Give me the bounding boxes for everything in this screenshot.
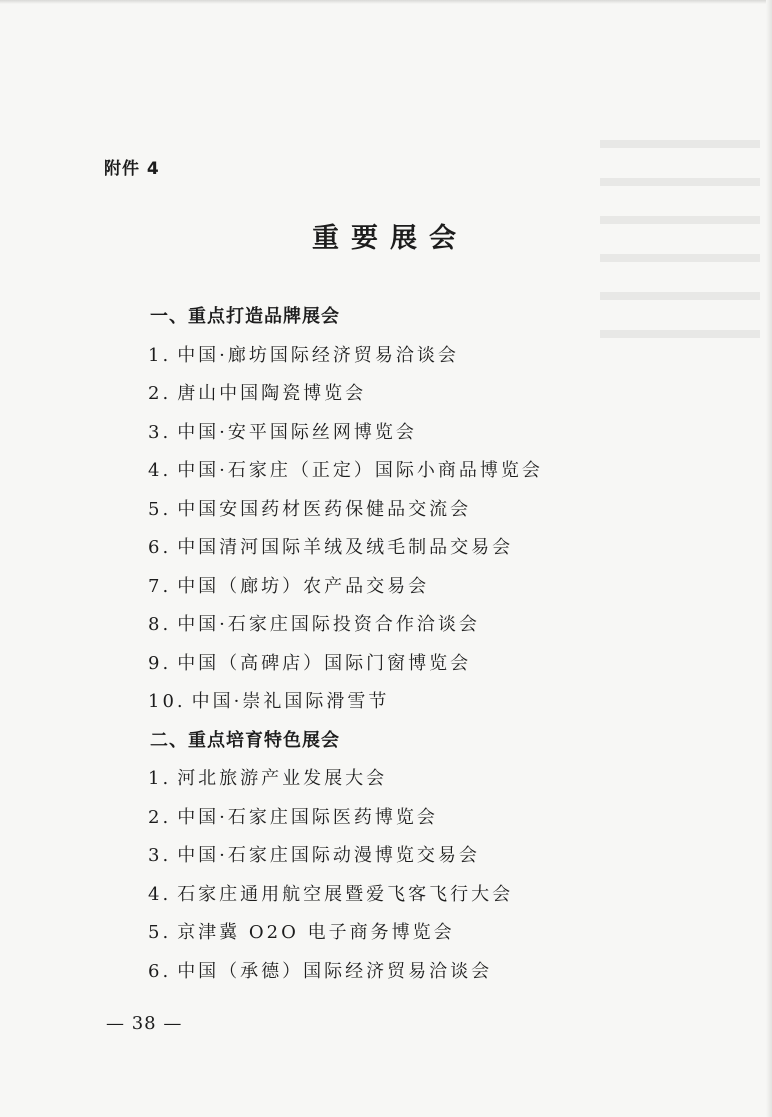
page-number: — 38 — <box>106 1013 183 1034</box>
item-text: 京津冀 O2O 电子商务博览会 <box>177 922 455 943</box>
list-item <box>148 606 480 644</box>
list-item <box>148 414 417 452</box>
list-item <box>148 683 389 721</box>
item-text: 中国安国药材医药保健品交流会 <box>177 498 472 520</box>
item-number: 4. <box>148 883 172 905</box>
item-number: 10. <box>148 691 186 712</box>
item-number: 4. <box>148 460 172 481</box>
item-text: 中国·石家庄国际动漫博览交易会 <box>177 845 480 866</box>
list-item <box>148 529 513 567</box>
item-text: 中国·石家庄国际医药博览会 <box>177 806 438 828</box>
item-number: 2. <box>148 806 172 828</box>
item-text: 中国（高碑店）国际门窗博览会 <box>177 652 472 674</box>
item-number: 5. <box>148 922 172 943</box>
list-item <box>148 760 387 798</box>
item-number: 3. <box>148 845 172 866</box>
item-text: 中国·廊坊国际经济贸易洽谈会 <box>177 344 459 366</box>
list-item <box>148 953 492 991</box>
item-text: 中国·崇礼国际滑雪节 <box>191 691 390 712</box>
page-title: 重要展会 <box>312 223 468 254</box>
item-text: 中国·石家庄国际投资合作洽谈会 <box>177 614 480 635</box>
list-item <box>148 375 366 413</box>
item-text: 中国清河国际羊绒及绒毛制品交易会 <box>177 537 514 558</box>
list-item <box>148 799 438 837</box>
item-number: 6. <box>148 537 172 558</box>
list-item <box>148 452 543 490</box>
item-text: 中国·安平国际丝网博览会 <box>177 421 417 443</box>
list-item <box>148 491 471 529</box>
list-item <box>148 645 471 683</box>
list-item <box>148 337 459 375</box>
item-number: 6. <box>148 960 172 982</box>
scan-right-edge <box>766 0 772 1117</box>
list-item <box>148 876 513 914</box>
attachment-label: 附件 4 <box>104 159 160 179</box>
section-heading: 二、重点培育特色展会 <box>150 729 340 751</box>
item-number: 3. <box>148 421 172 443</box>
item-number: 1. <box>148 344 172 366</box>
item-text: 中国（廊坊）农产品交易会 <box>177 575 430 597</box>
scan-top-edge <box>0 0 772 4</box>
item-text: 石家庄通用航空展暨爱飞客飞行大会 <box>177 883 514 905</box>
item-text: 中国·石家庄（正定）国际小商品博览会 <box>177 460 543 481</box>
item-text: 唐山中国陶瓷博览会 <box>177 383 367 404</box>
item-number: 9. <box>148 652 172 674</box>
item-number: 5. <box>148 498 172 520</box>
item-number: 2. <box>148 383 172 404</box>
item-number: 1. <box>148 768 172 789</box>
list-item <box>148 837 480 875</box>
item-number: 7. <box>148 575 172 597</box>
item-text: 中国（承德）国际经济贸易洽谈会 <box>177 960 493 982</box>
item-text: 河北旅游产业发展大会 <box>177 768 388 789</box>
section-heading: 一、重点打造品牌展会 <box>150 306 340 327</box>
item-number: 8. <box>148 614 172 635</box>
list-item <box>148 914 455 952</box>
list-item <box>148 568 429 606</box>
